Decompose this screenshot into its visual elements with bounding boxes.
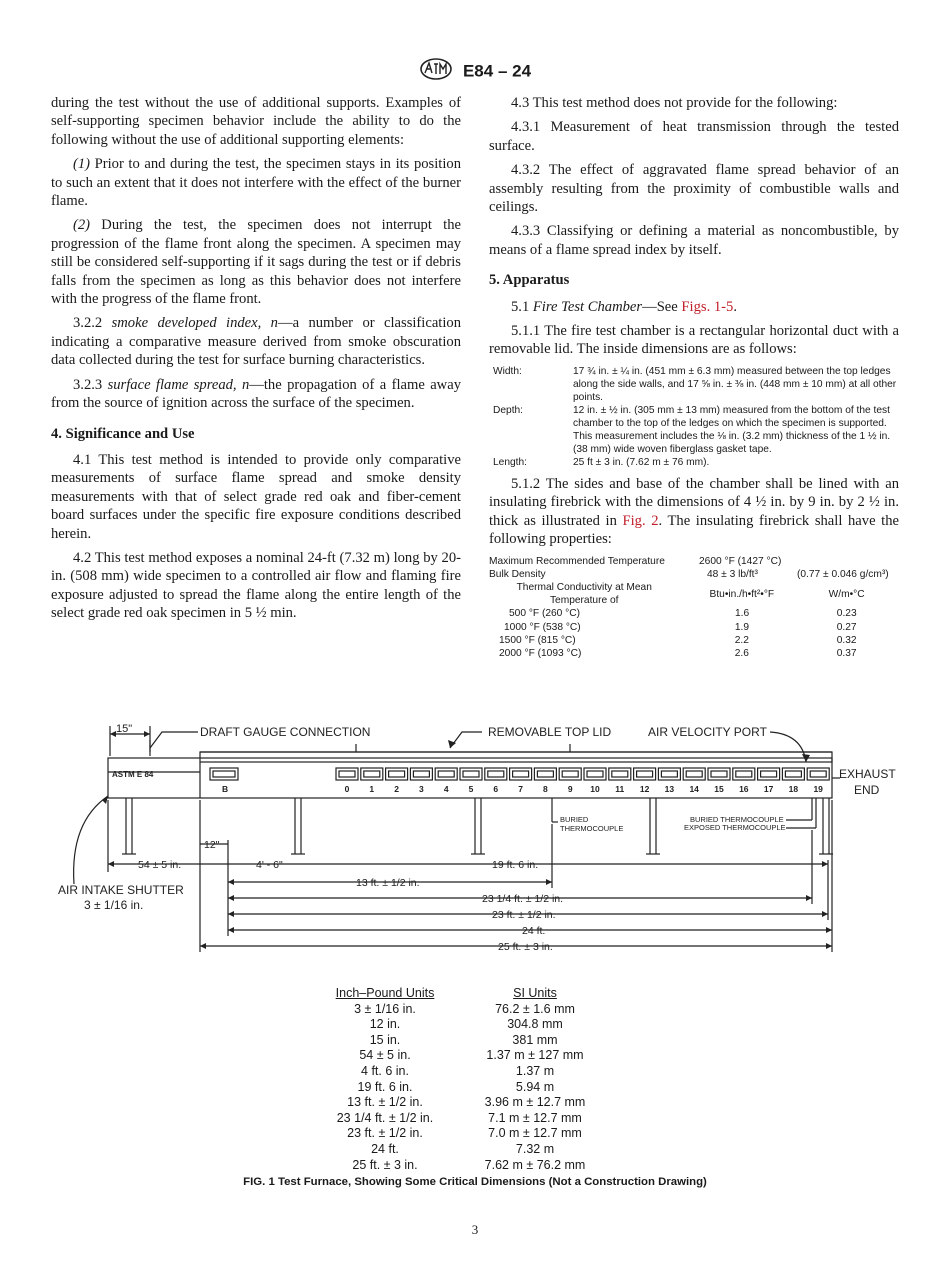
section-heading: 5. Apparatus [489, 272, 570, 289]
window-number: 15 [714, 784, 724, 794]
window-number: 9 [567, 784, 573, 794]
window-number: 11 [615, 784, 625, 794]
si-value: 381 mm [512, 1032, 558, 1047]
table-row: 1000 °F (538 °C) 1.9 0.27 [504, 621, 857, 633]
inch-pound-value: 15 in. [369, 1032, 401, 1047]
window-glass-6 [488, 771, 504, 777]
table-row [300, 1064, 650, 1080]
table-row [300, 1002, 650, 1018]
furnace-figure [50, 712, 900, 982]
page-number: 3 [471, 1222, 479, 1237]
firebrick-properties-table: Maximum Recommended Temperature 2600 °F (1427 °C) Bulk Density 48 ± 3 lb/ft³ (0.77 ± 0.046 g/cm³) Thermal Conductivity at Mean Temperature of Btu•in./h•ft²•°F W/m•°C 500 °F (260 °C) 1.6 0.23 1000 °F (538 °C) 1.9 0.27 1500 °F (815 °C) 2.2 0.32 2000 °F (1093 °C) 2.6 0.37 [489, 555, 899, 661]
thermocouple-label: THERMOCOUPLE [560, 824, 624, 833]
window-glass-3 [413, 771, 429, 777]
inch-pound-value: 12 in. [369, 1017, 401, 1032]
buried-thermocouple-label: BURIED THERMOCOUPLE [690, 815, 784, 824]
window-glass-12 [637, 771, 653, 777]
si-value: 5.94 m [515, 1079, 555, 1094]
dim-13-label: 13 ft. ± 1/2 in. [356, 877, 420, 889]
window-glass-7 [513, 771, 529, 777]
window-b [210, 768, 238, 780]
dim-23-label: 23 ft. ± 1/2 in. [492, 909, 556, 921]
dim-24-label: 24 ft. [522, 925, 546, 937]
window-number: 18 [788, 784, 799, 794]
inch-pound-value: 23 1/4 ft. ± 1/2 in. [336, 1110, 434, 1125]
right-column [489, 94, 899, 660]
inch-pound-value: 25 ft. ± 3 in. [352, 1157, 418, 1172]
si-value: 1.37 m ± 127 mm [486, 1048, 584, 1063]
si-value: 1.37 m [515, 1063, 555, 1078]
table-row [300, 1048, 650, 1064]
si-value: 304.8 mm [507, 1017, 563, 1032]
window-glass-11 [612, 771, 628, 777]
window-number: 16 [739, 784, 749, 794]
observation-windows [210, 768, 829, 780]
window-number: 12 [639, 784, 650, 794]
si-value: 7.1 m ± 12.7 mm [488, 1110, 582, 1125]
paragraph: 5.1 Fire Test Chamber—See Figs. 1-5. [511, 298, 737, 315]
window-glass-19 [810, 771, 826, 777]
table-row [300, 1095, 650, 1111]
paragraph: 4.3.1 Measurement of heat transmission through the tested surface. [489, 119, 899, 154]
inch-pound-value: 4 ft. 6 in. [361, 1063, 409, 1078]
si-value: 7.62 m ± 76.2 mm [484, 1157, 586, 1172]
units-header: Inch–Pound Units SI Units [335, 986, 557, 1000]
table-row: 2000 °F (1093 °C) 2.6 0.37 [499, 647, 857, 659]
top-lid-label: REMOVABLE TOP LID [488, 725, 612, 739]
dim-46-label: 4' - 6" [256, 859, 283, 871]
inch-pound-value: 3 ± 1/16 in. [354, 1001, 416, 1016]
figure-link[interactable]: Figs. 1-5 [681, 298, 734, 315]
window-glass-5 [463, 771, 479, 777]
dim-2314-label: 23 1/4 ft. ± 1/2 in. [482, 893, 564, 905]
left-column [51, 94, 461, 629]
window-number: 3 [419, 784, 424, 794]
window-number: 10 [590, 784, 600, 794]
standard-designation: E84 – 24 [462, 61, 532, 81]
units-table [300, 986, 650, 1173]
paragraph: 4.1 This test method is intended to provide only comparative measurements of surface flame spread and smoke density measurements with that of select grade red oak and fiber-cement board surfaces under the specific fire exposure conditions described herein. [51, 451, 461, 542]
paragraph: 4.3 This test method does not provide for the following: [511, 95, 838, 111]
table-row: Width: 17 ¾ in. ± ¼ in. (451 mm ± 6.3 mm) measured between the top ledges along the side walls, and 17 ⅝ in. ± ⅜ in. (448 mm ± 10 mm) at all other points. [493, 365, 897, 403]
table-row [300, 1080, 650, 1096]
window-number: 7 [518, 784, 523, 794]
furnace-drawing [50, 712, 900, 982]
figure-caption: FIG. 1 Test Furnace, Showing Some Critical Dimensions (Not a Construction Drawing) [243, 1176, 707, 1188]
window-glass-13 [661, 771, 677, 777]
window-glass-10 [587, 771, 603, 777]
table-row [300, 1142, 650, 1158]
window-glass-18 [785, 771, 801, 777]
window-number: 1 [369, 784, 375, 794]
inch-pound-value: 23 ft. ± 1/2 in. [347, 1126, 423, 1141]
si-value: 76.2 ± 1.6 mm [495, 1001, 575, 1016]
air-velocity-port-label: AIR VELOCITY PORT [648, 725, 767, 739]
paragraph: (2) During the test, the specimen does not interrupt the progression of the flame front along the specimen. A specimen may still be considered self-supporting if it sags during the test or if debris falls from the specimen as long as this behavior does not interfere with the progress of the flame front. [51, 217, 461, 308]
astm-logo-icon [419, 58, 453, 85]
window-number: 2 [394, 784, 399, 794]
window-number: 8 [543, 784, 548, 794]
dim-196-label: 19 ft. 6 in. [492, 859, 539, 871]
window-glass-1 [364, 771, 380, 777]
paragraph: 4.2 This test method exposes a nominal 24-ft (7.32 m) long by 20-in. (508 mm) wide specimen to a controlled air flow and flaming fire exposure adjusted to spread the flame along the entire length of the select grade red oak specimen in 5 ½ min. [51, 549, 461, 622]
window-number: 5 [468, 784, 474, 794]
dimensions-table [493, 365, 899, 469]
inch-pound-value: 13 ft. ± 1/2 in. [347, 1095, 423, 1110]
dim-12-label: 12" [204, 839, 220, 851]
dim-54-label: 54 ± 5 in. [138, 859, 182, 871]
paragraph: 4.3.3 Classifying or defining a material as noncombustible, by means of a flame spread index by itself. [489, 223, 899, 258]
window-glass-14 [686, 771, 702, 777]
window-number: 13 [664, 784, 675, 794]
window-number: 4 [443, 784, 449, 794]
section-heading: 4. Significance and Use [51, 425, 195, 442]
buried-label: BURIED [560, 815, 589, 824]
window-number: 0 [344, 784, 350, 794]
window-glass-9 [562, 771, 578, 777]
inch-pound-value: 54 ± 5 in. [359, 1048, 411, 1063]
page-header [0, 58, 950, 85]
window-glass-16 [736, 771, 752, 777]
inch-pound-value: 24 ft. [371, 1141, 399, 1156]
paragraph: (1) Prior to and during the test, the specimen stays in its position to such an extent that it does not interfere with the effect of the burner flame. [51, 156, 461, 210]
table-row: Length: 25 ft ± 3 in. (7.62 m ± 76 mm). [493, 456, 710, 468]
b-label: B [222, 784, 229, 794]
window-glass-15 [711, 771, 727, 777]
table-row: 500 °F (260 °C) 1.6 0.23 [509, 608, 857, 620]
table-row [300, 1158, 650, 1174]
inch-pound-value: 19 ft. 6 in. [357, 1079, 413, 1094]
si-value: 7.32 m [515, 1141, 555, 1156]
table-row [300, 1017, 650, 1033]
astm-e84-plate: ASTM E 84 [112, 770, 154, 779]
dim-15-label: 15" [116, 723, 133, 735]
si-value: 3.96 m ± 12.7 mm [484, 1095, 586, 1110]
paragraph: 3.2.2 smoke developed index, n—a number or classification indicating a comparative measure derived from smoke obscuration data collected during the test for surface burning characteristics. [51, 315, 461, 369]
window-glass-b [213, 771, 235, 777]
si-value: 7.0 m ± 12.7 mm [488, 1126, 582, 1141]
window-glass-17 [761, 771, 777, 777]
window-number: 19 [813, 784, 823, 794]
table-row [300, 1033, 650, 1049]
window-glass-4 [438, 771, 454, 777]
exhaust-label: EXHAUST [839, 767, 896, 781]
paragraph: 3.2.3 surface flame spread, n—the propagation of a flame away from the source of ignition across the surface of the specimen. [51, 376, 461, 412]
figure-link[interactable]: Fig. 2 [622, 512, 659, 529]
table-row: Depth: 12 in. ± ½ in. (305 mm ± 13 mm) measured from the bottom of the test chamber to the top of the ledges on which the specimen is supported. This measurement includes the ⅛ in. (3.2 mm) thickness of the 1 ½ in. (38 mm) wide woven fiberglass gasket tape. [493, 404, 891, 455]
table-row: 1500 °F (815 °C) 2.2 0.32 [499, 634, 857, 646]
paragraph: 5.1.1 The fire test chamber is a rectangular horizontal duct with a removable lid. The inside dimensions are as follows: [489, 323, 899, 358]
window-glass-0 [339, 771, 355, 777]
table-row [300, 1111, 650, 1127]
window-glass-2 [389, 771, 405, 777]
air-intake-label: AIR INTAKE SHUTTER [58, 883, 184, 897]
paragraph: during the test without the use of additional supports. Examples of self-supporting specimen behavior include the ability to do the following without the use of additional supporting elements: [51, 95, 461, 148]
paragraph: 4.3.2 The effect of aggravated flame spread behavior of an assembly resulting from the proximity of combustible walls and ceilings. [489, 162, 899, 216]
window-number: 6 [493, 784, 499, 794]
air-intake-value: 3 ± 1/16 in. [84, 898, 144, 912]
table-row [300, 1126, 650, 1142]
paragraph: 5.1.2 The sides and base of the chamber shall be lined with an insulating firebrick with the dimensions of 4 ½ in. by 9 in. by 2 ½ in. thick as illustrated in Fig. 2. The insulating firebrick shall have the following properties: [489, 475, 899, 548]
dim-25-label: 25 ft. ± 3 in. [498, 941, 553, 953]
window-number: 17 [763, 784, 774, 794]
window-number: 14 [689, 784, 699, 794]
window-glass-8 [537, 771, 553, 777]
draft-gauge-label: DRAFT GAUGE CONNECTION [200, 725, 371, 739]
end-label: END [854, 783, 880, 797]
exposed-thermocouple-label: EXPOSED THERMOCOUPLE [684, 823, 786, 832]
